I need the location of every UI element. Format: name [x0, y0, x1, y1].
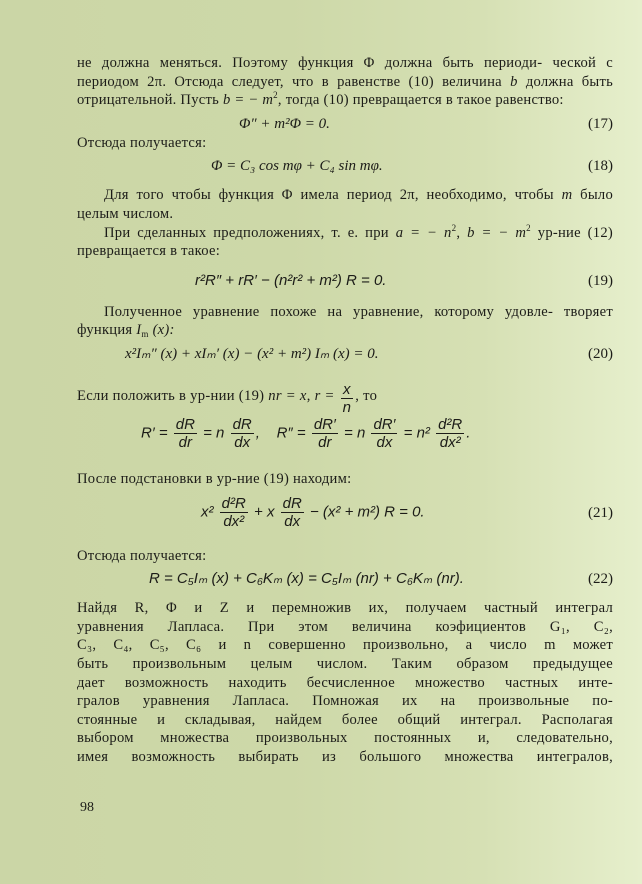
fraction-d2R-dx2 [436, 416, 464, 451]
equation-number: (17) [588, 115, 613, 132]
text-line: быть произвольным целым числом. Таким образом предыдущее [77, 655, 613, 672]
denominator: dx [234, 433, 251, 451]
math-expr: R″ = [276, 424, 306, 442]
equation-20 [77, 344, 613, 364]
math-expr: (x): [148, 322, 175, 339]
math-expr: . [466, 424, 471, 442]
math-expr: = n² [403, 424, 430, 442]
math-sup: 2 [526, 222, 531, 233]
math-expr: b = − m [222, 92, 274, 109]
fraction-x-over-n [341, 381, 354, 416]
text-line: чтобы [514, 187, 562, 204]
equation-body: x²Iₘ″ (x) + xIₘ′ (x) − (x² + m²) Iₘ (x) = 0. [125, 345, 379, 362]
equation-21 [77, 495, 613, 537]
text-line: должна быть отрицательной. Пусть [77, 73, 614, 109]
equation-number: (19) [588, 272, 613, 289]
page-number: 98 [80, 800, 94, 815]
numerator: x [341, 381, 354, 399]
paragraph-3 [77, 186, 613, 223]
math-expr: = n [203, 424, 225, 442]
math-expr: x² [201, 503, 214, 520]
equation-number: (21) [588, 504, 613, 521]
equation-17 [77, 114, 613, 134]
math-expr: − (x² + m²) R = 0. [309, 503, 425, 520]
equation-19 [77, 271, 613, 291]
text-line: величина [442, 73, 511, 90]
numerator: dR′ [373, 415, 396, 433]
equation-18 [77, 156, 613, 176]
math-sup: 2 [451, 222, 457, 233]
fraction-dR-dr [174, 416, 197, 451]
math-sup: 2 [273, 90, 278, 101]
paragraph-7 [77, 470, 613, 489]
equation-body: Φ = C₃ cos mφ + C₄ sin mφ. [211, 158, 383, 175]
math-expr: , [255, 424, 260, 442]
text-line: Для того чтобы функция Φ имела период 2π, необходимо, [104, 187, 507, 204]
text-line: ческой с периодом 2π. Отсюда следует, что в равенстве (10) [77, 55, 613, 90]
text-line: Найдя R, Φ и Z и перемножив их, получаем частный интеграл [77, 600, 613, 617]
numerator: dR [232, 415, 252, 433]
denominator: dx² [223, 512, 245, 530]
text-line: , то [355, 387, 378, 404]
paragraph-8 [77, 547, 613, 566]
text-line: выбором множества произвольных постоянных и, следовательно, [77, 730, 613, 747]
math-expr: + x [254, 503, 275, 520]
text-line: творяет функция [77, 303, 613, 339]
equation-body: R = C₅Iₘ (x) + C₆Kₘ (x) = C₅Iₘ (nr) + C₆Kₘ (nr). [149, 570, 464, 588]
book-page [77, 54, 613, 766]
math-expr: r = [314, 387, 335, 404]
math-sub: m [141, 329, 149, 340]
denominator: dr [318, 433, 332, 451]
numerator: dR [175, 415, 195, 433]
math-var: b [510, 73, 518, 90]
math-expr: b = − m [467, 224, 527, 241]
numerator: d²R [221, 494, 246, 512]
fraction-dR-dx [281, 495, 304, 530]
text-line: , [456, 224, 468, 241]
math-var: I [136, 322, 142, 339]
denominator: n [342, 398, 352, 416]
text-line: , [306, 387, 315, 404]
math-expr: a = − n [395, 224, 452, 241]
text-line: гралов уравнения Лапласа. Помножая их на произвольные по- [77, 693, 613, 710]
fraction-dR1-dr [312, 416, 338, 451]
equation-22 [77, 569, 613, 589]
equation-substitution [77, 416, 613, 458]
text-line: дает возможность находить бесчисленное множество частных инте- [77, 674, 613, 691]
math-expr: = n [344, 424, 366, 442]
fraction-dR1-dx [371, 416, 397, 451]
paragraph-5 [77, 303, 613, 340]
paragraph-4 [77, 224, 613, 261]
equation-body: r²R″ + rR′ − (n²r² + m²) R = 0. [195, 271, 387, 289]
text-line: ур-ние (12) превращается в такое: [77, 224, 613, 260]
text-line: Полученное уравнение похоже на уравнение, которому удовле- [104, 303, 554, 320]
text-line: Отсюда получается: [77, 547, 207, 564]
fraction-d2R-dx2 [220, 495, 248, 530]
math-expr: R′ = [141, 424, 168, 442]
math-expr: nr = x [268, 387, 307, 404]
fraction-dR-dx [231, 416, 254, 451]
numerator: dR [282, 494, 302, 512]
numerator: dR′ [313, 415, 336, 433]
text-line: , тогда [277, 92, 320, 109]
text-line: (10) превращается в такое равенство: [323, 92, 564, 109]
text-line: При сделанных предположениях, т. е. при [104, 224, 396, 241]
text-line: стоянные и складывая, найдем более общий интеграл. Располагая [77, 711, 613, 728]
paragraph-2 [77, 134, 613, 153]
numerator: d²R [438, 415, 463, 433]
equation-number: (20) [588, 345, 613, 362]
text-line: не должна меняться. Поэтому функция Φ должна быть периоди- [77, 55, 543, 71]
denominator: dx² [439, 433, 461, 451]
text-line: После подстановки в ур-ние (19) находим: [77, 470, 352, 487]
equation-number: (18) [588, 158, 613, 175]
equation-number: (22) [588, 571, 613, 588]
math-var: m [561, 187, 573, 204]
text-line: было целым числом. [77, 187, 613, 222]
paragraph-6 [77, 370, 613, 416]
paragraph-1 [77, 54, 613, 110]
denominator: dr [178, 433, 193, 451]
paragraph-9 [77, 599, 613, 766]
text-line: Если положить в ур-нии (19) [77, 387, 269, 404]
text-line: Отсюда получается: [77, 134, 207, 151]
equation-body: Φ″ + m²Φ = 0. [239, 115, 330, 132]
text-line: уравнения Лапласа. При этом величина коэфициентов G₁, C₂, [77, 618, 613, 635]
text-line: имея возможность выбирать из большого множества интегралов, [77, 748, 613, 765]
denominator: dx [376, 433, 393, 451]
denominator: dx [284, 512, 301, 530]
text-line: C₃, C₄, C₅, C₆ и n совершенно произвольно, а число m может [77, 637, 613, 654]
